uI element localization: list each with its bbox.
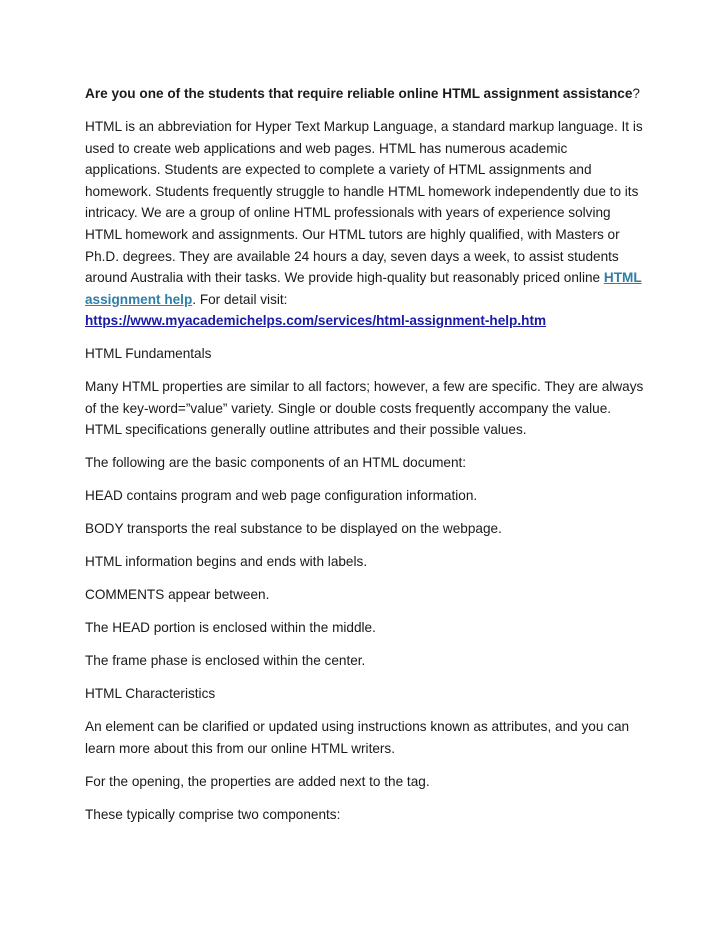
intro-text-after-link: . For detail visit:: [192, 291, 288, 307]
paragraph-head-portion: The HEAD portion is enclosed within the middle.: [85, 620, 376, 636]
paragraph-frame-phase: The frame phase is enclosed within the center.: [85, 653, 366, 669]
page-title-text: Are you one of the students that require reliable online HTML assignment assistance: [85, 86, 633, 101]
intro-paragraph: [85, 116, 645, 332]
paragraph-attributes: An element can be clarified or updated using instructions known as attributes, and you can learn more about this from our online HTML writers.: [85, 719, 630, 756]
page-title-question-mark: ?: [632, 86, 640, 101]
intro-text: HTML is an abbreviation for Hyper Text Markup Language, a standard markup language. It is used to create web applications and web pages. HTML has numerous academic applications. Students are expected to complete a variety of HTML assignments and homework. Students frequently struggle to handle HTML homework independently due to its intricacy. We are a group of online HTML professionals with years of experience solving HTML homework and assignments. Our HTML tutors are highly qualified, with Masters or Ph.D. degrees. They are available 24 hours a day, seven days a week, to assist students around Australia with their tasks. We provide high-quality but reasonably priced online: [85, 118, 643, 286]
html-assignment-help-link[interactable]: HTML assignment help: [85, 270, 642, 307]
detail-url-link[interactable]: https://www.myacademichelps.com/services/html-assignment-help.htm: [85, 313, 547, 329]
paragraph-properties: Many HTML properties are similar to all factors; however, a few are specific. They are always of the key-word=”value” variety. Single or double costs frequently accompany the value. HTML specifications generally outline attributes and their possible values.: [85, 379, 644, 438]
page-title: [85, 83, 645, 105]
paragraph-two-components: These typically comprise two components:: [85, 806, 341, 822]
paragraph-comments: COMMENTS appear between.: [85, 587, 270, 603]
paragraph-head: HEAD contains program and web page configuration information.: [85, 488, 478, 504]
section-heading-fundamentals: HTML Fundamentals: [85, 346, 212, 362]
paragraph-basic-components: The following are the basic components of an HTML document:: [85, 455, 467, 471]
paragraph-labels: HTML information begins and ends with labels.: [85, 554, 368, 570]
paragraph-opening: For the opening, the properties are added next to the tag.: [85, 773, 430, 789]
document-body: [85, 83, 645, 837]
section-heading-characteristics: HTML Characteristics: [85, 686, 216, 702]
paragraph-body: BODY transports the real substance to be displayed on the webpage.: [85, 521, 502, 537]
